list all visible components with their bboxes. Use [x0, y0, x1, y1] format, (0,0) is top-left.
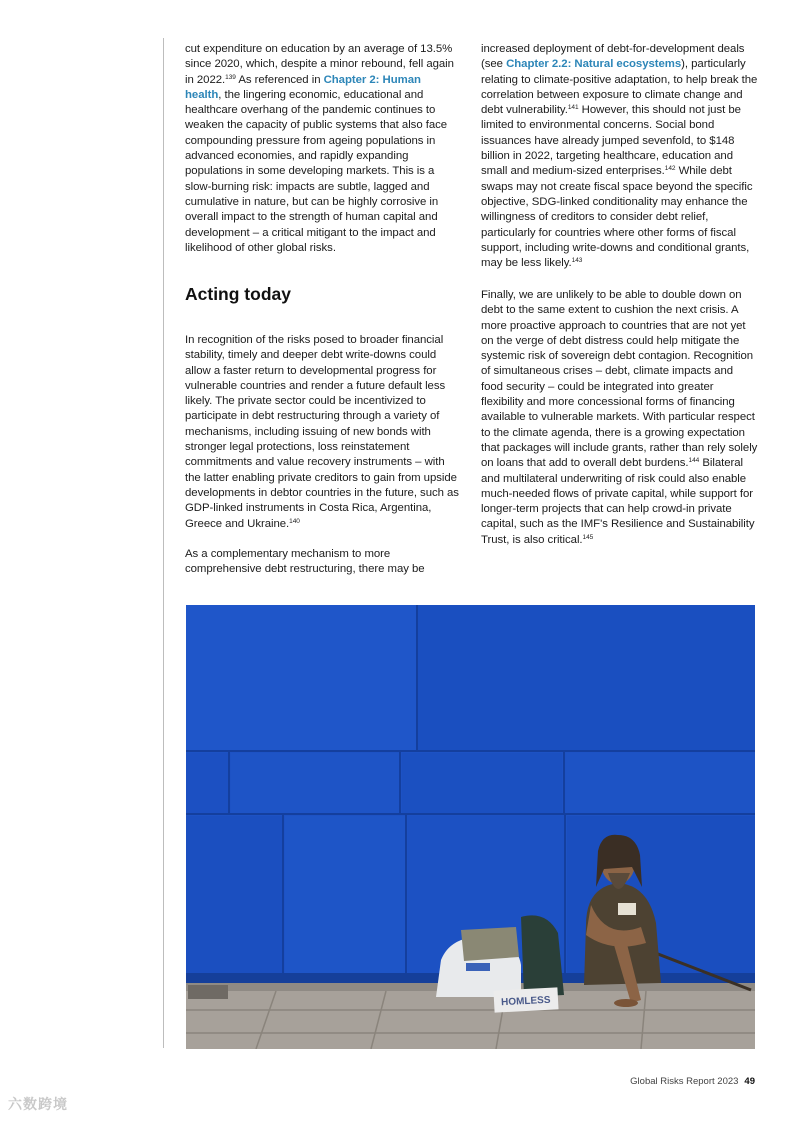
footnote-ref[interactable]: 145 [582, 533, 594, 541]
footnote-ref[interactable]: 143 [571, 257, 583, 265]
footnote-ref[interactable]: 139 [225, 73, 236, 81]
paragraph: cut expenditure on education by an average of 13.5% since 2020, which, despite a minor rebound, fell again in 2022.$^{139}$ As referenced in Chapter 2: Human health, the lingering economic, educational and healthcare overhang of the pandemic continues to weaken the capacity of public systems that also face compounding pressure from ageing populations in advanced economies, and rapidly expanding populations in some developing markets. This is a slow-burning risk: impacts are subtle, lagged and cumulative in nature, but can be highly corrosive in overall impact to the strength of human capital and development – a critical mitigant to the impact and likelihood of other global risks. [185, 43, 454, 254]
cardboard-sign: HOMLESS [500, 994, 551, 1009]
paragraph: In recognition of the risks posed to broader financial stability, timely and deeper debt write-downs could allow a faster return to developmental progress for vulnerable countries and render a future default less likely. The private sector could be incentivized to participate in debt restructuring through a variety of mechanisms, including issuing of new bonds with stronger legal protections, loss reinstatement commitments and value recovery instruments – with the latter enabling private creditors to gain from upside developments in debtor countries in the future, such as GDP-linked instruments in Costa Rica, Argentina, Greece and Ukraine.$^{140}$ [185, 334, 459, 530]
chapter-link-human-health[interactable]: Chapter 2: Human health [185, 73, 421, 101]
column-divider [163, 38, 164, 1048]
watermark-logo: 六数跨境 [8, 1096, 68, 1112]
report-title: Global Risks Report 2023 [630, 1076, 739, 1087]
body-text-right-top [481, 42, 758, 271]
body-text-right-bottom [481, 288, 758, 548]
photo-homeless-man-blue-wall [186, 605, 755, 1049]
chapter-link-natural-ecosystems[interactable]: Chapter 2.2: Natural ecosystems [506, 58, 682, 71]
page-number: 49 [744, 1076, 755, 1087]
paragraph: Finally, we are unlikely to be able to double down on debt to the same extent to cushion the next crisis. A more proactive approach to countries that are not yet on the verge of debt distress could help mitigate the systemic risk of sovereign debt contagion. Recognition of simultaneous crises – debt, climate impacts and food security – could be integrated into greater flexibility and more concessional forms of financing available to vulnerable markets. With particular respect to the climate agenda, there is a growing expectation that packages will include grants, rather than rely solely on loans that add to overall debt burdens.$^{144}$ Bilateral and multilateral underwriting of risk could also enable much-needed flows of private capital, while support for longer-term projects that can help crowd-in private capital, such as the IMF's Resilience and Sustainability Trust, is also critical.$^{145}$ [481, 289, 758, 546]
paragraph: increased deployment of debt-for-development deals (see Chapter 2.2: Natural ecosystems), particularly relating to climate-positive adaptation, to help break the correlation between exposure to climate change and debt vulnerability.$^{141}$ However, this should not just be limited to environmental concerns. Social bond issuances have already jumped sevenfold, to $148 billion in 2022, targeting healthcare, education and small and medium-sized enterprises.$^{142}$ While debt swaps may not create fiscal space beyond the specific objective, SDG-linked conditionality may enhance the willingness of creditors to consider debt relief, particularly for countries where other forms of fiscal support, including write-downs and conditional grants, may be less likely.$^{143}$ [481, 43, 758, 270]
footnote-ref[interactable]: 142 [664, 165, 676, 173]
footnote-ref[interactable]: 144 [688, 457, 700, 465]
body-text-left-top [185, 42, 460, 256]
footnote-ref[interactable]: 141 [567, 104, 579, 112]
paragraph: As a complementary mechanism to more comprehensive debt restructuring, there may be [185, 547, 425, 576]
footnote-ref[interactable]: 140 [289, 517, 300, 525]
body-text-left-bottom [185, 333, 460, 577]
page-footer [630, 1076, 755, 1087]
section-heading: Acting today [185, 284, 291, 304]
